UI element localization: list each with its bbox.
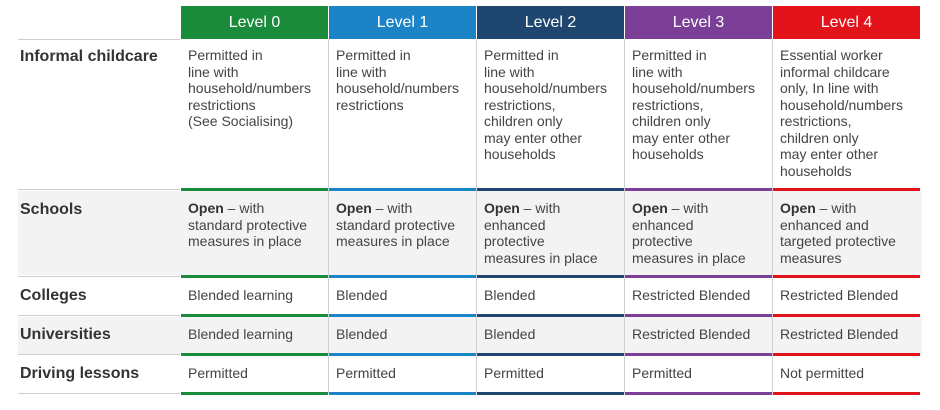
row-separator — [18, 315, 180, 316]
row-separator-level-1 — [329, 275, 476, 278]
cell-driving-lessons-level-1: Permitted — [336, 365, 396, 381]
open-label: Open — [484, 200, 520, 216]
row-label-informal-childcare: Informal childcare — [20, 48, 158, 65]
row-separator-level-2 — [477, 188, 624, 191]
row-separator — [18, 393, 180, 394]
row-separator-level-0 — [181, 314, 328, 317]
cell-schools-level-4 — [780, 200, 920, 266]
cell-informal-childcare-level-0: Permitted in line with household/numbers restrictions (See Socialising) — [188, 47, 311, 129]
open-label: Open — [336, 200, 372, 216]
cell-schools-level-0 — [188, 200, 328, 250]
cell-colleges-level-0: Blended learning — [188, 287, 294, 303]
row-separator-level-3 — [625, 314, 772, 317]
cell-colleges-level-4: Restricted Blended — [780, 287, 899, 303]
cell-informal-childcare-level-1: Permitted in line with household/numbers restrictions — [336, 47, 459, 113]
cell-universities-level-1: Blended — [336, 326, 388, 342]
cell-text: – with standard protective measures in place — [336, 200, 456, 249]
level-4-header: Level 4 — [773, 6, 920, 39]
open-label: Open — [780, 200, 816, 216]
row-separator-level-4 — [773, 392, 920, 395]
row-separator-level-2 — [477, 392, 624, 395]
cell-driving-lessons-level-2: Permitted — [484, 365, 544, 381]
row-separator-level-0 — [181, 392, 328, 395]
row-separator-level-4 — [773, 188, 920, 191]
cell-driving-lessons-level-0: Permitted — [188, 365, 248, 381]
row-separator-level-1 — [329, 353, 476, 356]
cell-schools-level-2 — [484, 200, 624, 266]
row-separator-level-4 — [773, 353, 920, 356]
column-divider — [624, 39, 625, 394]
level-0-header: Level 0 — [181, 6, 328, 39]
level-2-header: Level 2 — [477, 6, 624, 39]
row-label-driving-lessons: Driving lessons — [20, 365, 140, 382]
level-3-header: Level 3 — [625, 6, 772, 39]
cell-universities-level-2: Blended — [484, 326, 536, 342]
cell-driving-lessons-level-4: Not permitted — [780, 365, 865, 381]
cell-text: – with enhanced protective measures in place — [484, 200, 598, 266]
row-separator-level-2 — [477, 275, 624, 278]
label-column-top-rule — [18, 39, 180, 40]
row-separator-level-0 — [181, 188, 328, 191]
row-separator-level-0 — [181, 353, 328, 356]
cell-text: – with enhanced and targeted protective measures — [780, 200, 896, 266]
row-separator-level-3 — [625, 353, 772, 356]
row-separator-level-3 — [625, 188, 772, 191]
row-separator — [18, 276, 180, 277]
column-divider — [476, 39, 477, 394]
cell-colleges-level-2: Blended — [484, 287, 536, 303]
row-label-universities: Universities — [20, 326, 111, 343]
cell-driving-lessons-level-3: Permitted — [632, 365, 692, 381]
cell-universities-level-3: Restricted Blended — [632, 326, 751, 342]
cell-schools-level-1 — [336, 200, 476, 250]
cell-universities-level-4: Restricted Blended — [780, 326, 899, 342]
cell-schools-level-3 — [632, 200, 772, 266]
row-separator-level-1 — [329, 314, 476, 317]
row-separator-level-4 — [773, 275, 920, 278]
cell-universities-level-0: Blended learning — [188, 326, 294, 342]
cell-colleges-level-1: Blended — [336, 287, 388, 303]
cell-text: – with standard protective measures in place — [188, 200, 308, 249]
cell-colleges-level-3: Restricted Blended — [632, 287, 751, 303]
row-separator-level-1 — [329, 188, 476, 191]
row-separator-level-0 — [181, 275, 328, 278]
row-separator-level-1 — [329, 392, 476, 395]
row-separator-level-4 — [773, 314, 920, 317]
level-1-header: Level 1 — [329, 6, 476, 39]
row-separator-level-2 — [477, 314, 624, 317]
cell-informal-childcare-level-2: Permitted in line with household/numbers restrictions, children only may enter other households — [484, 47, 607, 162]
open-label: Open — [188, 200, 224, 216]
cell-informal-childcare-level-4: Essential worker informal childcare only, In line with household/numbers restrictions, children only may enter other households — [780, 47, 903, 179]
row-separator-level-3 — [625, 392, 772, 395]
row-separator — [18, 189, 180, 190]
row-separator-level-2 — [477, 353, 624, 356]
row-separator-level-3 — [625, 275, 772, 278]
cell-text: – with enhanced protective measures in place — [632, 200, 746, 266]
open-label: Open — [632, 200, 668, 216]
column-divider — [328, 39, 329, 394]
cell-informal-childcare-level-3: Permitted in line with household/numbers restrictions, children only may enter other households — [632, 47, 755, 162]
row-label-colleges: Colleges — [20, 287, 87, 304]
row-separator — [18, 354, 180, 355]
row-label-schools: Schools — [20, 201, 83, 218]
column-divider — [772, 39, 773, 394]
